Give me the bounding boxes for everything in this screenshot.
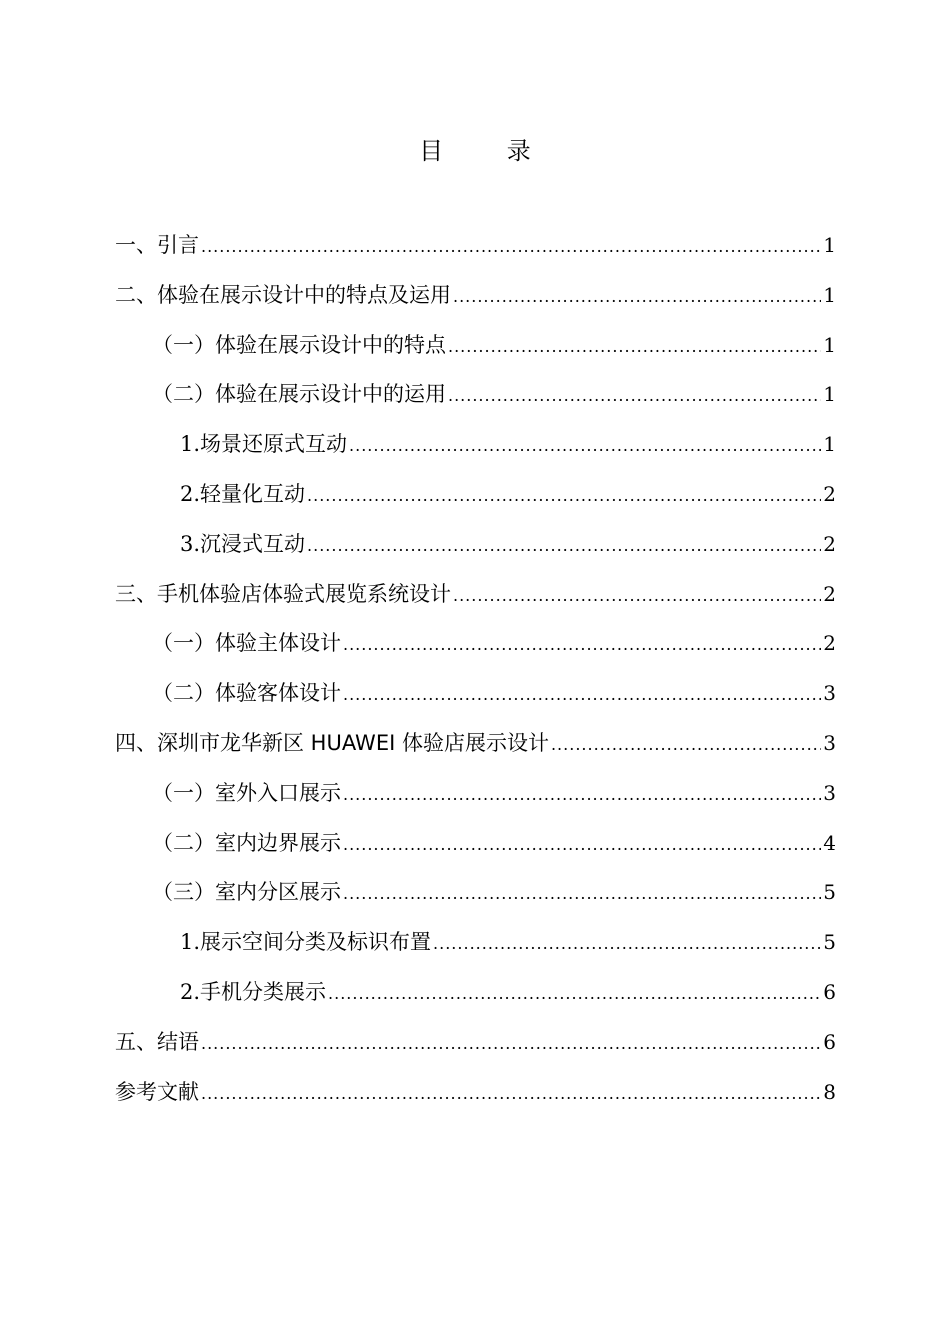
toc-page-number: 8 (823, 1080, 836, 1104)
toc-entry[interactable] (180, 474, 836, 514)
toc-page-number: 1 (823, 283, 836, 307)
toc-page-number: 1 (823, 432, 836, 456)
toc-entry-label: （二）室内边界展示 (152, 831, 341, 855)
toc-dot-leader (201, 1074, 821, 1114)
toc-entry[interactable] (152, 623, 836, 663)
toc-dot-leader (551, 725, 821, 765)
toc-entry[interactable] (180, 972, 836, 1012)
toc-entry-label: 2.轻量化互动 (180, 482, 306, 506)
toc-entry-label: （二）体验客体设计 (152, 681, 341, 705)
toc-page-number: 1 (823, 233, 836, 257)
toc-dot-leader (201, 1024, 821, 1064)
toc-page-number: 5 (823, 930, 836, 954)
toc-entry[interactable] (152, 673, 836, 713)
toc-entry[interactable] (180, 922, 836, 962)
toc-entry[interactable] (115, 1022, 836, 1062)
toc-page-number: 2 (823, 582, 836, 606)
toc-entry[interactable] (115, 723, 836, 763)
toc-title: 目 录 (419, 137, 559, 165)
toc-page-number: 3 (823, 731, 836, 755)
toc-page-number: 6 (823, 1030, 836, 1054)
toc-dot-leader (343, 825, 821, 865)
toc-page-number: 5 (823, 880, 836, 904)
toc-entry[interactable] (152, 325, 836, 365)
toc-entry-label: 1.展示空间分类及标识布置 (180, 930, 432, 954)
toc-dot-leader (328, 974, 821, 1014)
toc-dot-leader (343, 775, 821, 815)
toc-page-number: 3 (823, 781, 836, 805)
toc-entry[interactable] (152, 374, 836, 414)
toc-entry[interactable] (115, 1072, 836, 1112)
toc-dot-leader (448, 327, 821, 367)
toc-dot-leader (201, 227, 821, 267)
toc-entry-label: 参考文献 (115, 1080, 199, 1104)
toc-entry[interactable] (180, 424, 836, 464)
toc-page-number: 1 (823, 382, 836, 406)
toc-entry-label: 二、体验在展示设计中的特点及运用 (115, 283, 451, 307)
toc-entry-label: 三、手机体验店体验式展览系统设计 (115, 582, 451, 606)
toc-entry[interactable] (115, 225, 836, 265)
toc-dot-leader (453, 576, 821, 616)
toc-entry[interactable] (152, 823, 836, 863)
toc-entry[interactable] (115, 275, 836, 315)
toc-dot-leader (343, 625, 821, 665)
toc-dot-leader (307, 526, 821, 566)
toc-entry-label: 四、深圳市龙华新区 HUAWEI 体验店展示设计 (115, 731, 549, 755)
toc-entry[interactable] (115, 574, 836, 614)
toc-dot-leader (343, 675, 821, 715)
toc-page-number: 2 (823, 631, 836, 655)
toc-entry-label: （三）室内分区展示 (152, 880, 341, 904)
toc-entry[interactable] (152, 773, 836, 813)
toc-entry-label: 1.场景还原式互动 (180, 432, 348, 456)
toc-dot-leader (448, 376, 821, 416)
toc-page-number: 3 (823, 681, 836, 705)
toc-entry[interactable] (180, 524, 836, 564)
toc-entry[interactable] (152, 872, 836, 912)
toc-dot-leader (349, 426, 821, 466)
toc-entry-label: 五、结语 (115, 1030, 199, 1054)
toc-dot-leader (307, 476, 821, 516)
toc-dot-leader (433, 924, 821, 964)
toc-dot-leader (343, 874, 821, 914)
toc-entry-label: （一）室外入口展示 (152, 781, 341, 805)
toc-entry-label: （二）体验在展示设计中的运用 (152, 382, 446, 406)
toc-entry-label: 2.手机分类展示 (180, 980, 327, 1004)
toc-entry-label: （一）体验主体设计 (152, 631, 341, 655)
toc-page-number: 2 (823, 532, 836, 556)
toc-page-number: 2 (823, 482, 836, 506)
toc-page-number: 1 (823, 333, 836, 357)
toc-dot-leader (453, 277, 821, 317)
toc-page-number: 4 (823, 831, 836, 855)
toc-page-number: 6 (823, 980, 836, 1004)
toc-entry-label: （一）体验在展示设计中的特点 (152, 333, 446, 357)
toc-entry-label: 一、引言 (115, 233, 199, 257)
toc-entry-label: 3.沉浸式互动 (180, 532, 306, 556)
